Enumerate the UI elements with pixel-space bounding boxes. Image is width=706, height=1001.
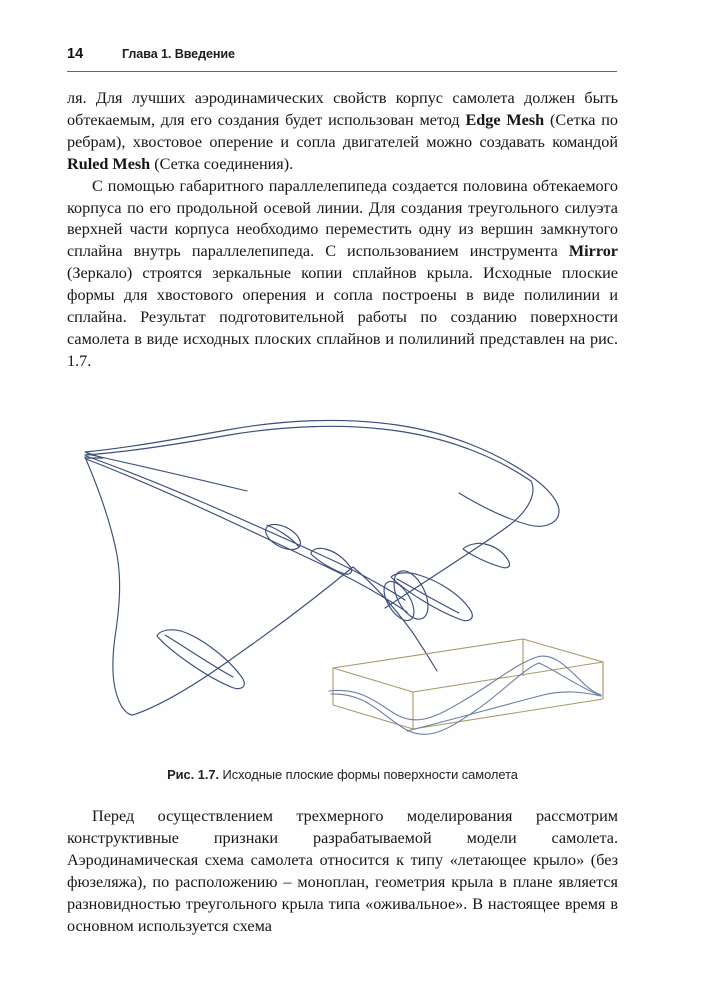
nacelle-left-detail (267, 525, 299, 547)
p1-bold-ruled-mesh: Ruled Mesh (67, 154, 151, 173)
paragraph-1 (67, 88, 618, 176)
figure-1-7 (67, 415, 618, 795)
p2-bold-mirror: Mirror (568, 242, 618, 261)
figure-caption (67, 767, 618, 782)
tail-fin-spline-upper (463, 543, 510, 567)
paragraph-3: Перед осуществлением трехмерного моделирования рассмотрим конструктивные признаки разрабатываемой модели самолета. Аэродинамическая схема самолета относится к типу «летающее крыло» (без фюзеляжа), по расположению – моноплан, геометрия крыла в плане является разновидностью треугольного крыла типа «оживальное». В настоящее время в основном используется схема (67, 807, 618, 935)
right-wing-trailing-edge (385, 481, 533, 608)
box-spline-group (329, 656, 601, 734)
p2-run-1: С помощью габаритного параллелепипеда создается половина обтекаемого корпуса по его продольной осевой линии. Для создания треугольного силуэта верхней части корпуса необходимо переместить одну из вершин замкнутого сплайна внутрь параллелепипеда. С использованием инструмента (67, 176, 618, 261)
p1-run-1: ля. Для лучших аэродинамических свойств корпус самолета должен быть обтекаемым, для его создания будет использован метод (67, 89, 618, 129)
engine-nacelle-left (262, 519, 305, 554)
p2-run-2: (Зеркало) строятся зеркальные копии сплайнов крыла. Исходные плоские формы для хвостового оперения и сопла построены в виде полилинии и сплайна. Результат подготовительной работы по созданию поверхности самолета в виде исходных плоских сплайнов и полилиний представлен на рис. 1.7. (67, 264, 618, 370)
right-wing-tip (459, 475, 559, 526)
interior-spline-ridge-right (539, 663, 601, 696)
nose-inner-line (87, 454, 247, 491)
p1-run-2: (Сетка по ребрам), хвостовое оперение и сопла двигателей можно создавать командой (67, 110, 618, 151)
figure-caption-label: Рис. 1.7. (167, 767, 219, 782)
figure-artwork (67, 415, 618, 765)
aircraft-outline-group (85, 420, 559, 715)
running-head (67, 46, 617, 70)
nozzle-spline (311, 548, 352, 574)
p1-run-3: (Сетка соединения). (150, 154, 294, 173)
p1-bold-edge-mesh: Edge Mesh (465, 110, 545, 129)
chapter-title: Глава 1. Введение (122, 47, 235, 61)
interior-spline-wave-upper (329, 656, 601, 720)
box-bottom-front-edges (333, 699, 603, 729)
aircraft-wireframe-svg (67, 415, 618, 765)
left-wing-leading-edge (85, 457, 133, 715)
tail-fin-spline-middle (391, 573, 472, 621)
body-text-bottom (67, 806, 618, 937)
wing-leading-edge-upper-copy (85, 426, 531, 481)
header-divider (67, 71, 617, 72)
centre-chord-line-lower (86, 459, 407, 612)
page-number: 14 (67, 46, 84, 62)
body-text-top (67, 88, 618, 373)
left-wing-trailing-edge (133, 567, 353, 715)
figure-caption-text: Исходные плоские формы поверхности самолета (219, 767, 518, 782)
paragraph-2 (67, 176, 618, 373)
box-top-face (333, 639, 603, 692)
